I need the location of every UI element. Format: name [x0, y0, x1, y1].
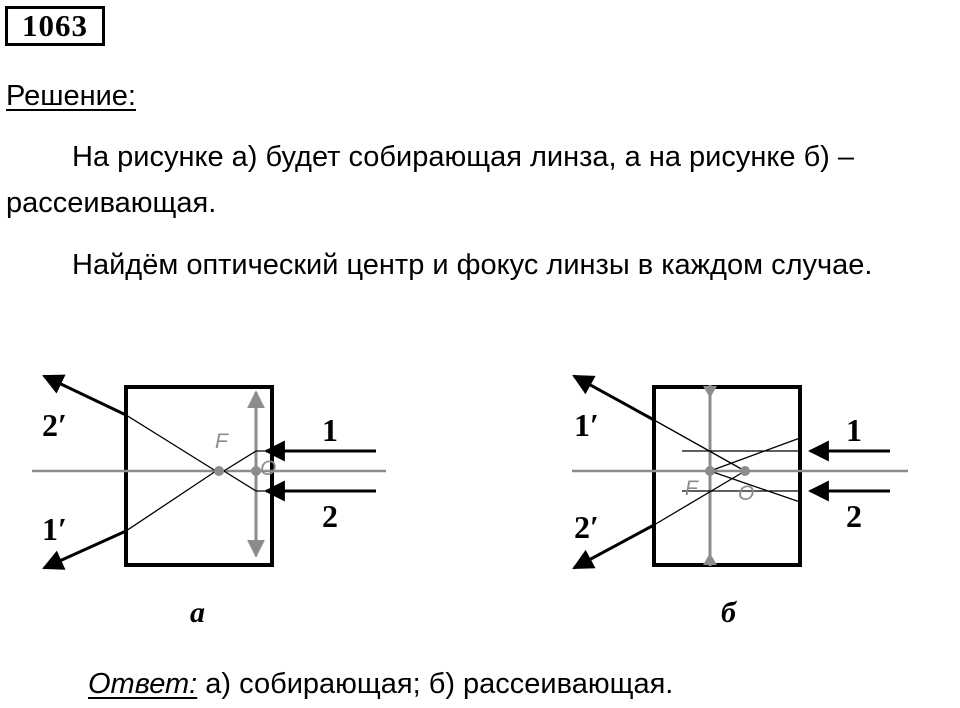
figure-a: [32, 376, 386, 629]
lens-figures: [0, 360, 960, 650]
figure-b-optical-center: [740, 466, 750, 476]
figure-a-box: [126, 387, 272, 565]
solution-label: Решение:: [6, 80, 136, 112]
solution-paragraph-1: [6, 134, 936, 226]
solution-paragraph-1-text: На рисунке а) будет собирающая линза, а на рисунке б) – рассеивающая.: [6, 141, 855, 219]
solution-paragraph-2: [6, 242, 936, 288]
figure-a-caption: а: [190, 596, 205, 629]
figure-a-ray-label-1: 1: [322, 412, 338, 448]
figure-a-focus-label: F: [215, 430, 228, 453]
figure-b-box: [654, 387, 800, 565]
figure-b-caption: б: [721, 596, 736, 629]
figure-a-ray-label-1-prime: 1′: [42, 511, 67, 547]
figure-b-ray-label-2: 2: [846, 498, 862, 534]
figure-a-focus-point: [214, 466, 224, 476]
figure-b: [572, 376, 908, 629]
figure-b-focus-label: F: [685, 477, 698, 500]
answer-label: Ответ:: [88, 668, 198, 700]
figure-b-ray-label-1: 1: [846, 412, 862, 448]
answer-text: а) собирающая; б) рассеивающая.: [197, 668, 674, 700]
figure-b-ray-label-1-prime: 1′: [574, 407, 599, 443]
solution-paragraph-2-text: Найдём оптический центр и фокус линзы в каждом случае.: [72, 249, 873, 281]
figure-b-ray-label-2-prime: 2′: [574, 509, 599, 545]
figure-b-focus-point: [705, 466, 715, 476]
figure-a-ray-label-2-prime: 2′: [42, 407, 67, 443]
figure-b-center-label: O: [738, 482, 755, 505]
problem-number: 1063: [5, 6, 105, 46]
answer-line: [88, 664, 673, 704]
figure-a-ray-label-2: 2: [322, 498, 338, 534]
figure-a-center-label: O: [260, 457, 277, 480]
